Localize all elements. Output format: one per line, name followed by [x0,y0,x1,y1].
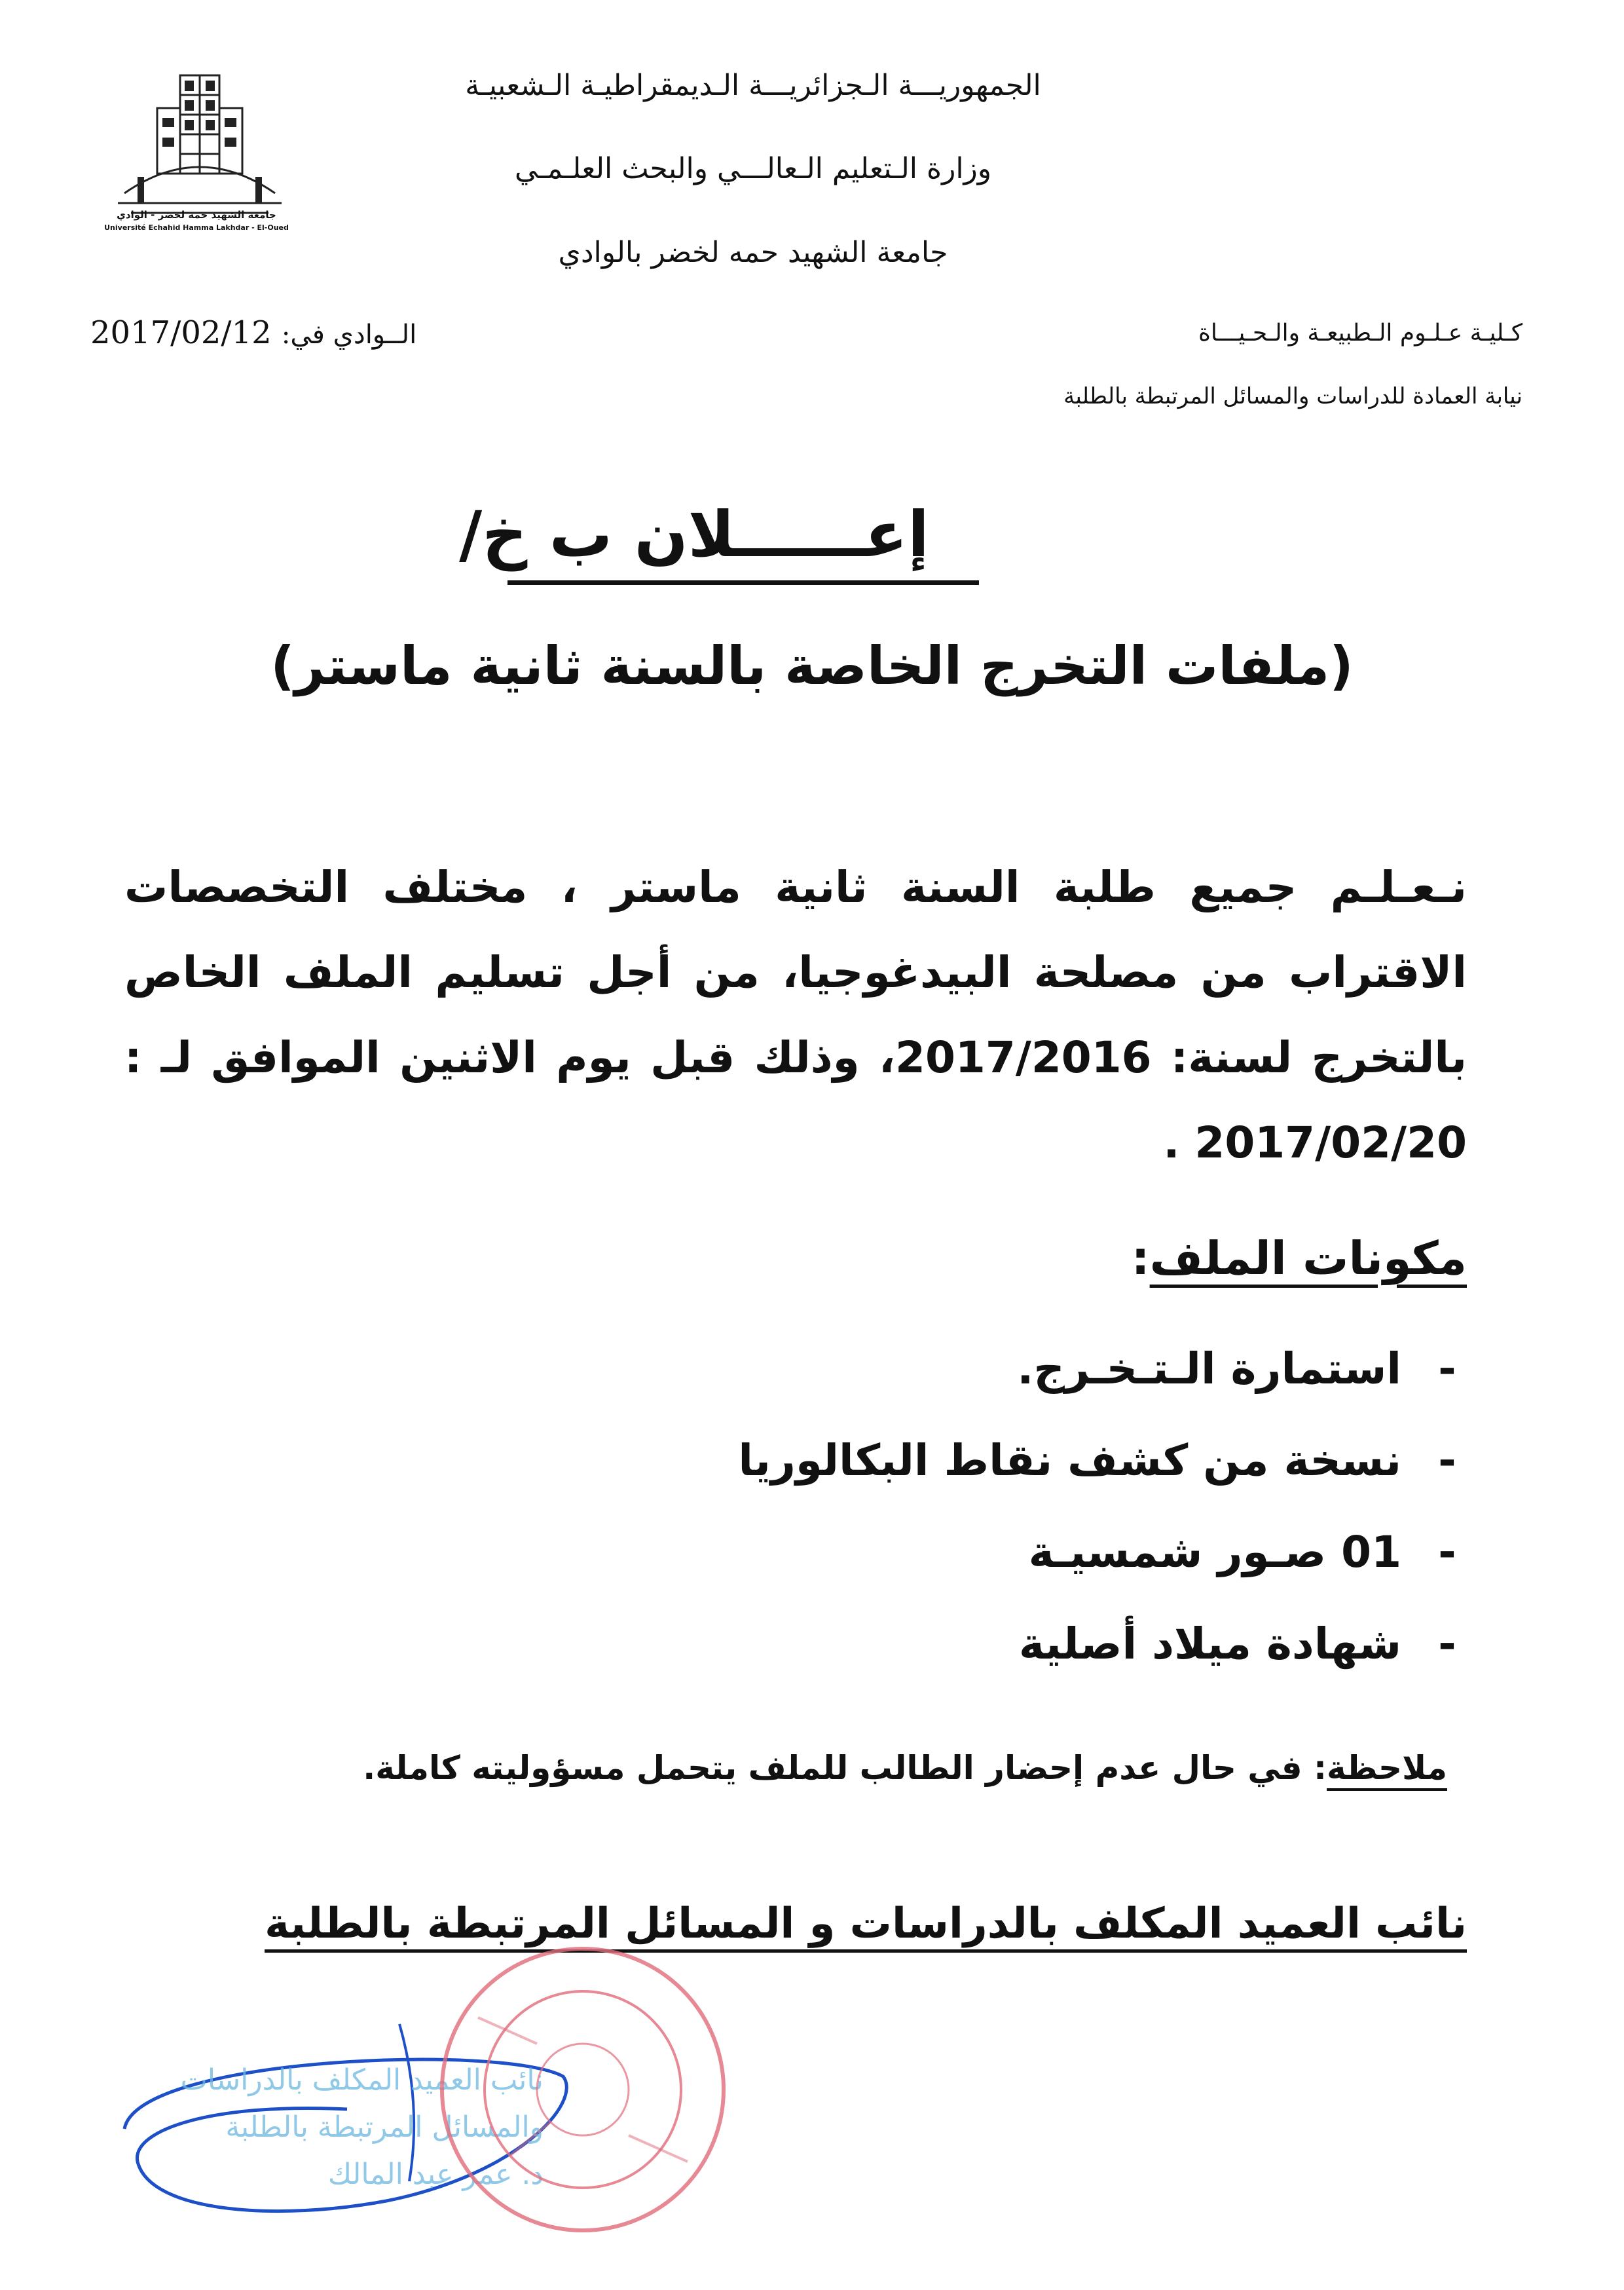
blue-stamp-line: د. عمر عبد المالك [327,2158,544,2191]
components-heading [1132,1231,1467,1285]
faculty-name: كـليـة عـلـوم الـطبيعـة والـحـيـــاة [1198,320,1522,347]
title-underline [507,580,979,585]
list-item: - شهادة ميلاد أصلية [738,1598,1467,1690]
place-label: الــوادي في: [281,320,417,350]
note-text: : في حال عدم إحضار الطالب للملف يتحمل مسؤوليته كاملة. [363,1749,1327,1787]
university-logo [111,62,288,233]
note [363,1749,1447,1787]
logo-caption-ar: جامعة الشهيد حمه لخضر - الوادي [117,209,276,221]
document-date: 2017/02/12 [90,314,272,351]
place-date [90,314,416,351]
blue-stamp-line: والمسائل المرتبطة بالطلبة [225,2111,544,2144]
announcement-subtitle: (ملفات التخرج الخاصة بالسنة ثانية ماستر) [270,635,1354,696]
announcement-title: إعــــــلان ب خ/ [459,498,929,571]
blue-stamp-line: نائب العميد المكلف بالدراسات [180,2063,544,2097]
logo-caption [98,208,295,235]
note-label: ملاحظة [1327,1749,1447,1787]
components-label: مكونات الملف [1149,1231,1467,1285]
logo-caption-fr: Université Echahid Hamma Lakhdar - El-Oued [104,223,289,232]
components-list [738,1323,1467,1690]
announcement-body: نـعـلـم جميع طلبة السنة ثانية ماستر ، مختلف التخصصات الاقتراب من مصلحة البيدغوجيا، من أجل تسليم الملف الخاص بالتخرج لسنة: 2017/2016، وذلك قبل يوم الاثنين الموافق لـ : 2017/02/20 . [124,862,1467,1168]
components-colon: : [1131,1231,1150,1285]
list-item: - 01 صـور شمسيـة [738,1507,1467,1598]
list-item: - نسخة من كشف نقاط البكالوريا [738,1415,1467,1507]
list-item: - استمارة الـتـخـرج. [738,1323,1467,1415]
vice-deanship-name: نيابة العمادة للدراسات والمسائل المرتبطة بالطلبة [1063,383,1522,409]
republic-name: الجمهوريـــة الـجزائريـــة الـديمقراطيـة الـشعبيـة [465,69,1041,102]
university-name: جامعة الشهيد حمه لخضر بالوادي [558,236,948,269]
signer-title: نائب العميد المكلف بالدراسات و المسائل المرتبطة بالطلبة [265,1900,1467,1948]
red-round-stamp [432,1939,733,2240]
ministry-name: وزارة الـتعليم الـعالـــي والبحث العلـمـي [514,152,992,185]
